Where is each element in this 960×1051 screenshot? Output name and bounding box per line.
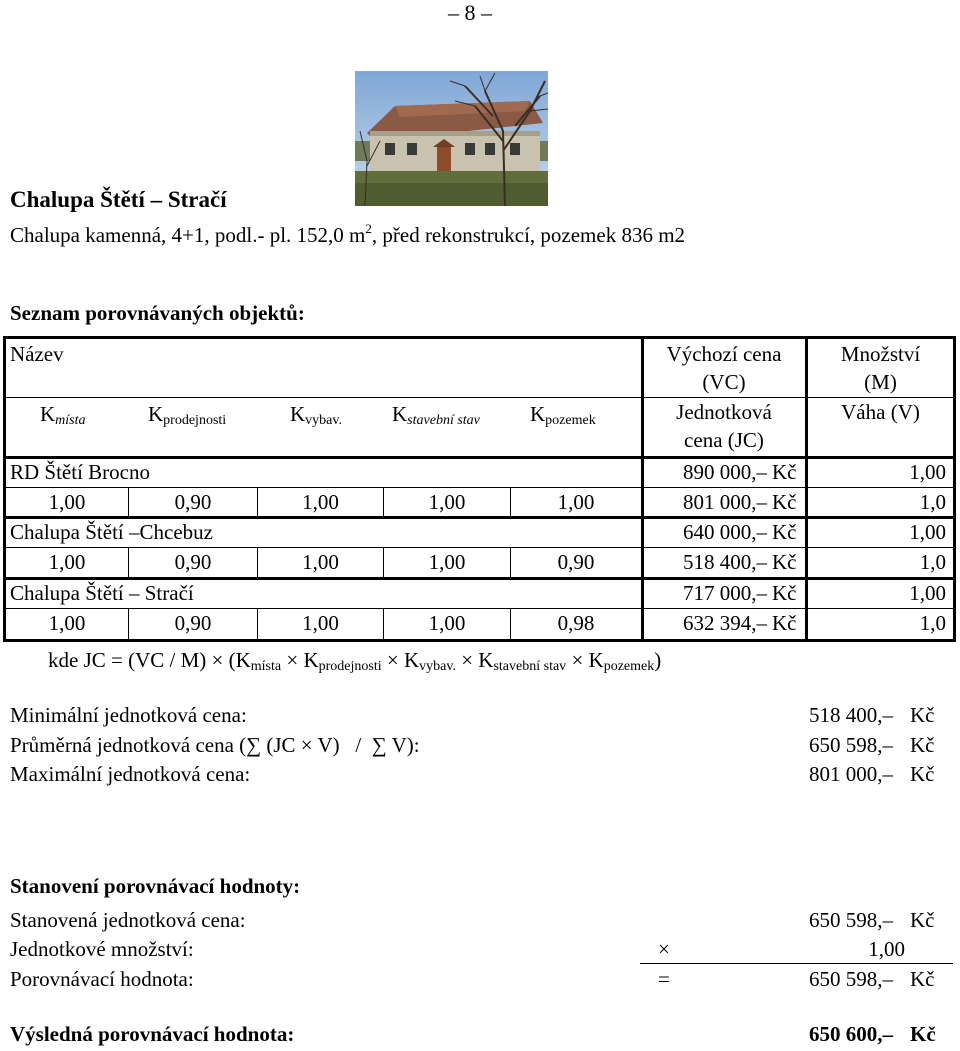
stat-currency: Kč (910, 733, 935, 757)
header-jc-2: cena (JC) (684, 428, 764, 452)
row-k-vybav: 1,00 (302, 490, 339, 514)
header-k-prodejnosti (148, 402, 227, 428)
description-sup: 2 (365, 221, 372, 236)
stat-value: 518 400,– (809, 703, 893, 727)
header-nazev: Název (10, 342, 64, 366)
formula (48, 648, 662, 674)
det-currency: Kč (910, 908, 935, 932)
row-m: 1,00 (909, 520, 946, 544)
result-currency: Kč (910, 1022, 936, 1046)
row-jc: 801 000,– (683, 490, 767, 514)
stat-currency: Kč (910, 703, 935, 727)
row-m: 1,00 (909, 460, 946, 484)
formula-sub: stavební stav (493, 659, 567, 674)
header-vc-2: (VC) (702, 370, 746, 394)
row-vc: 640 000,– (683, 520, 767, 544)
table-line (953, 336, 956, 642)
header-k-pozemek (530, 402, 596, 428)
k-letter: K (148, 402, 164, 426)
row-name: Chalupa Štětí – Stračí (10, 581, 194, 605)
formula-part: × K (281, 648, 319, 672)
row-jc: 518 400,– (683, 550, 767, 574)
row-k-pozemek: 0,98 (557, 611, 595, 635)
sum-line (640, 963, 953, 964)
k-pozemek-sub: pozemek (545, 413, 596, 428)
row-jc-currency: Kč (772, 490, 797, 514)
determination-title: Stanovení porovnávací hodnoty: (10, 874, 301, 898)
formula-part: × K (455, 648, 494, 672)
k-letter: K (530, 402, 546, 426)
row-k-mista: 1,00 (48, 550, 86, 574)
stat-label: Maximální jednotková cena: (10, 762, 251, 786)
det-operator: = (658, 967, 670, 991)
header-m-2: (M) (864, 370, 897, 394)
row-k-stavebni: 1,00 (428, 550, 466, 574)
k-mista-sub: místa (55, 413, 86, 428)
stat-value: 801 000,– (809, 762, 893, 786)
table-line (3, 336, 956, 339)
k-prodejnosti-sub: prodejnosti (163, 413, 227, 428)
row-k-vybav: 1,00 (302, 550, 339, 574)
cottage-photo-image (355, 71, 548, 206)
formula-sub: místa (250, 659, 282, 674)
row-m: 1,00 (909, 581, 946, 605)
header-k-stavebni (392, 402, 480, 428)
row-vc: 717 000,– (683, 581, 767, 605)
row-jc: 632 394,– (683, 611, 767, 635)
result-value: 650 600,– (809, 1022, 893, 1046)
result-label: Výsledná porovnávací hodnota: (10, 1022, 295, 1046)
formula-sub: vybav. (419, 659, 456, 674)
det-label: Porovnávací hodnota: (10, 967, 194, 991)
formula-sub: prodejnosti (318, 659, 382, 674)
row-k-prodejnosti: 0,90 (174, 550, 212, 574)
k-letter: K (290, 402, 306, 426)
header-jc-1: Jednotková (676, 400, 772, 424)
det-value: 650 598,– (809, 967, 893, 991)
formula-part: × K (381, 648, 420, 672)
row-v: 1,0 (919, 550, 946, 574)
page-number: – 8 – (448, 0, 492, 25)
cottage-photo (355, 71, 548, 206)
description-suffix: , před rekonstrukcí, pozemek 836 m2 (371, 223, 686, 247)
row-jc-currency: Kč (772, 550, 797, 574)
row-currency: Kč (772, 581, 797, 605)
table-line (3, 336, 6, 642)
k-letter: K (40, 402, 56, 426)
formula-part: ) (654, 648, 662, 672)
k-letter: K (392, 402, 408, 426)
table-line (3, 516, 956, 519)
stat-label: Průměrná jednotková cena (∑ (JC × V) / ∑ V): (10, 733, 420, 757)
object-heading: Chalupa Štětí – Stračí (10, 187, 227, 212)
det-label: Stanovená jednotková cena: (10, 908, 246, 932)
row-k-stavebni: 1,00 (428, 490, 466, 514)
header-k-vybav (290, 402, 342, 428)
row-k-mista: 1,00 (48, 611, 86, 635)
table-line (3, 639, 956, 642)
det-label: Jednotkové množství: (10, 937, 194, 961)
row-v: 1,0 (919, 611, 946, 635)
table-line (3, 577, 956, 580)
table-line (3, 487, 956, 488)
table-line (3, 547, 956, 548)
row-k-pozemek: 0,90 (557, 550, 595, 574)
det-currency: Kč (910, 967, 935, 991)
det-value: 650 598,– (809, 908, 893, 932)
row-vc: 890 000,– (683, 460, 767, 484)
row-name: RD Štětí Brocno (10, 460, 150, 484)
det-value: 1,00 (868, 937, 905, 961)
k-vybav-sub: vybav. (305, 413, 342, 428)
row-k-vybav: 1,00 (302, 611, 339, 635)
row-name: Chalupa Štětí –Chcebuz (10, 520, 213, 544)
row-k-stavebni: 1,00 (428, 611, 466, 635)
row-k-mista: 1,00 (48, 490, 86, 514)
det-operator: × (658, 937, 670, 961)
stat-currency: Kč (910, 762, 935, 786)
row-currency: Kč (772, 520, 797, 544)
description-prefix: Chalupa kamenná, 4+1, podl.- pl. 152,0 m (10, 223, 366, 247)
header-vaha: Váha (V) (841, 400, 920, 424)
row-v: 1,0 (919, 490, 946, 514)
formula-part: kde JC = (VC / M) × (K (48, 648, 251, 672)
object-description (10, 221, 686, 247)
formula-part: × K (566, 648, 604, 672)
header-vc-1: Výchozí cena (666, 342, 782, 366)
header-k-mista (40, 402, 86, 428)
stat-value: 650 598,– (809, 733, 893, 757)
table-line (3, 608, 956, 609)
table-line (3, 397, 956, 398)
row-k-prodejnosti: 0,90 (174, 611, 212, 635)
row-k-prodejnosti: 0,90 (174, 490, 212, 514)
formula-sub: pozemek (603, 659, 655, 674)
header-m-1: Množství (840, 342, 921, 366)
row-jc-currency: Kč (772, 611, 797, 635)
row-k-pozemek: 1,00 (557, 490, 595, 514)
stat-label: Minimální jednotková cena: (10, 703, 247, 727)
k-stavebni-sub: stavební stav (407, 413, 480, 428)
section-title-compared: Seznam porovnávaných objektů: (10, 301, 305, 325)
row-currency: Kč (772, 460, 797, 484)
table-line (3, 456, 956, 459)
